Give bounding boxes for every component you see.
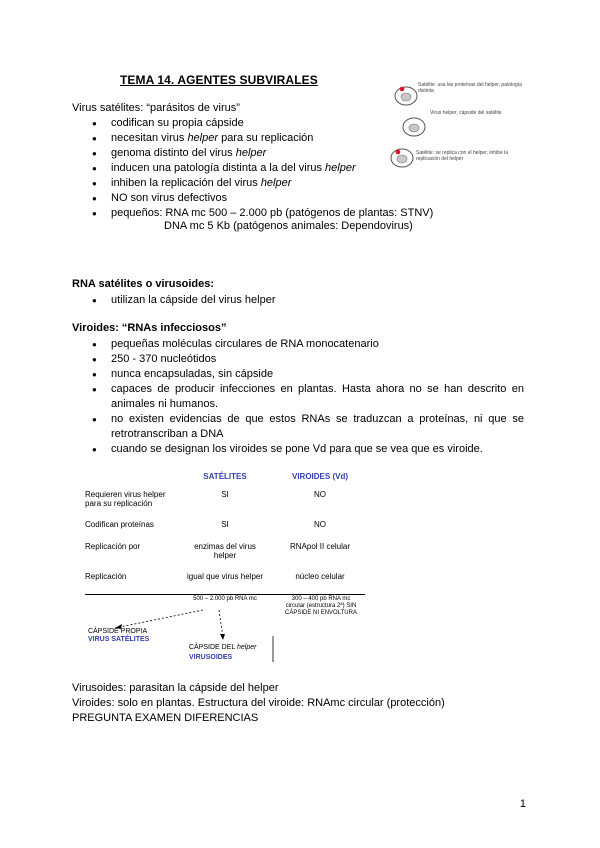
satellite-figure — [390, 80, 560, 170]
capside-del-helper-label — [189, 644, 256, 652]
cell-sat-requieren: SI — [221, 490, 229, 499]
figure-note-1: Satélite: usa las proteínas del helper, patología distinta — [418, 82, 522, 94]
satellite-bullet-list — [92, 116, 433, 221]
figure-note-2: Virus helper, cápside del satélite — [430, 110, 502, 116]
bullet-text: pequeños: RNA mc 500 – 2.000 pb (patógenos de plantas: STNV) — [111, 207, 434, 219]
col-header-viroids: VIROIDES (Vd) — [291, 472, 348, 481]
page-number: 1 — [519, 798, 526, 810]
row-label-replicacion: Replicación — [85, 572, 127, 581]
virusoides-label: VIRUSOIDES — [189, 654, 233, 661]
cell-icon — [391, 149, 413, 167]
footer-line-virusoides: Virusoides: parasitan la cápside del helper — [72, 682, 279, 694]
cell-vir-requieren: NO — [314, 490, 326, 499]
bullet-text: codifican su propia cápside — [111, 117, 244, 129]
capside-propia-label: CÁPSIDE PROPIA — [88, 628, 148, 635]
virusoid-bullet-item: ● utilizan la cápside del virus helper — [92, 293, 275, 308]
figure-note-3: Satélite: se replica con el helper, inhibe la replicación del helper — [416, 150, 509, 162]
satellite-bullet-item — [92, 206, 433, 221]
page-title: TEMA 14. AGENTES SUBVIRALES — [120, 73, 318, 87]
virus-satelites-label: VIRUS SATÉLITES — [88, 636, 150, 643]
capside-helper-text: helper — [236, 644, 257, 651]
viroid-bullet-item: ● 250 - 370 nucleótidos — [92, 352, 524, 367]
satellite-bullet-item — [92, 161, 433, 176]
cell-icon — [403, 118, 425, 136]
bullet-italic-text: helper — [260, 177, 292, 189]
row-label-replicacion-por: Replicación por — [85, 542, 141, 551]
bullet-italic-text: helper — [325, 162, 356, 174]
satellite-bullet-item — [92, 176, 433, 191]
bullet-italic-text: helper — [187, 132, 219, 144]
satellite-bullet-item — [92, 131, 433, 146]
viroid-heading: Viroides: “RNAs infecciosos” — [72, 322, 227, 334]
comparison-table — [85, 468, 375, 668]
viroid-bullet-list — [92, 337, 524, 457]
satellite-extra-line: DNA mc 5 Kb (patógenos animales: Dependovirus) — [164, 220, 413, 232]
virusoid-bullet-list — [92, 293, 275, 308]
row-label-codifican: Codifican proteínas — [85, 520, 154, 529]
bullet-text: genoma distinto del virus — [111, 147, 236, 159]
cell-vir-replicacion: núcleo celular — [295, 572, 345, 581]
cell-sat-replicacion-por: enzimas del virus helper — [194, 542, 256, 560]
bullet-italic-text: helper — [235, 147, 267, 159]
cell-vir-size: 300 – 400 pb RNA mc circular (estructura 2ª) SIN CÁPSIDE NI ENVOLTURA — [285, 596, 357, 616]
capside-del-text: CÁPSIDE DEL — [189, 644, 237, 651]
cell-sat-codifican: SI — [221, 520, 229, 529]
footer-line-pregunta: PREGUNTA EXAMEN DIFERENCIAS — [72, 712, 259, 724]
cell-sat-size: 500 – 2.000 pb RNA mc — [193, 596, 257, 602]
footer-line-viroides: Viroides: solo en plantas. Estructura del viroide: RNAmc circular (protección) — [72, 697, 445, 709]
cell-icon — [395, 87, 417, 105]
satellite-heading: Virus satélites: “parásitos de virus” — [72, 102, 240, 114]
cell-sat-replicacion: igual que virus helper — [186, 572, 264, 581]
viroid-bullet-item: ● nunca encapsuladas, sin cápside — [92, 367, 524, 382]
bullet-text: necesitan virus — [111, 132, 188, 144]
bullet-text: inducen una patología distinta a la del virus — [111, 162, 326, 174]
bullet-text: NO son virus defectivos — [111, 192, 228, 204]
satellite-bullet-item — [92, 146, 433, 161]
cell-vir-codifican: NO — [314, 520, 326, 529]
viroid-bullet-item: ● no existen evidencias de que estos RNAs se traduzcan a proteínas, ni que se retrotranscriban a DNA — [92, 412, 524, 442]
cell-vir-replicacion-por: RNApol II celular — [289, 542, 351, 551]
table-divider — [85, 594, 365, 595]
satellite-bullet-item — [92, 116, 433, 131]
row-label-requieren — [85, 490, 180, 508]
bullet-text: inhiben la replicación del virus — [111, 177, 261, 189]
col-header-satellites: SATÉLITES — [203, 472, 247, 481]
bullet-text-post: para su replicación — [218, 132, 314, 144]
satellite-bullet-item — [92, 191, 433, 206]
row-label-text: Requieren virus helper para su replicación — [85, 490, 166, 508]
viroid-bullet-item: ● pequeñas moléculas circulares de RNA monocatenario — [92, 337, 524, 352]
viroid-bullet-item: ● capaces de producir infecciones en plantas. Hasta ahora no se han descrito en animales ni humanos. — [92, 382, 524, 412]
virusoid-heading: RNA satélites o virusoides: — [72, 278, 215, 290]
viroid-bullet-item: ● cuando se designan los viroides se pone Vd para que se vea que es viroide. — [92, 442, 524, 457]
